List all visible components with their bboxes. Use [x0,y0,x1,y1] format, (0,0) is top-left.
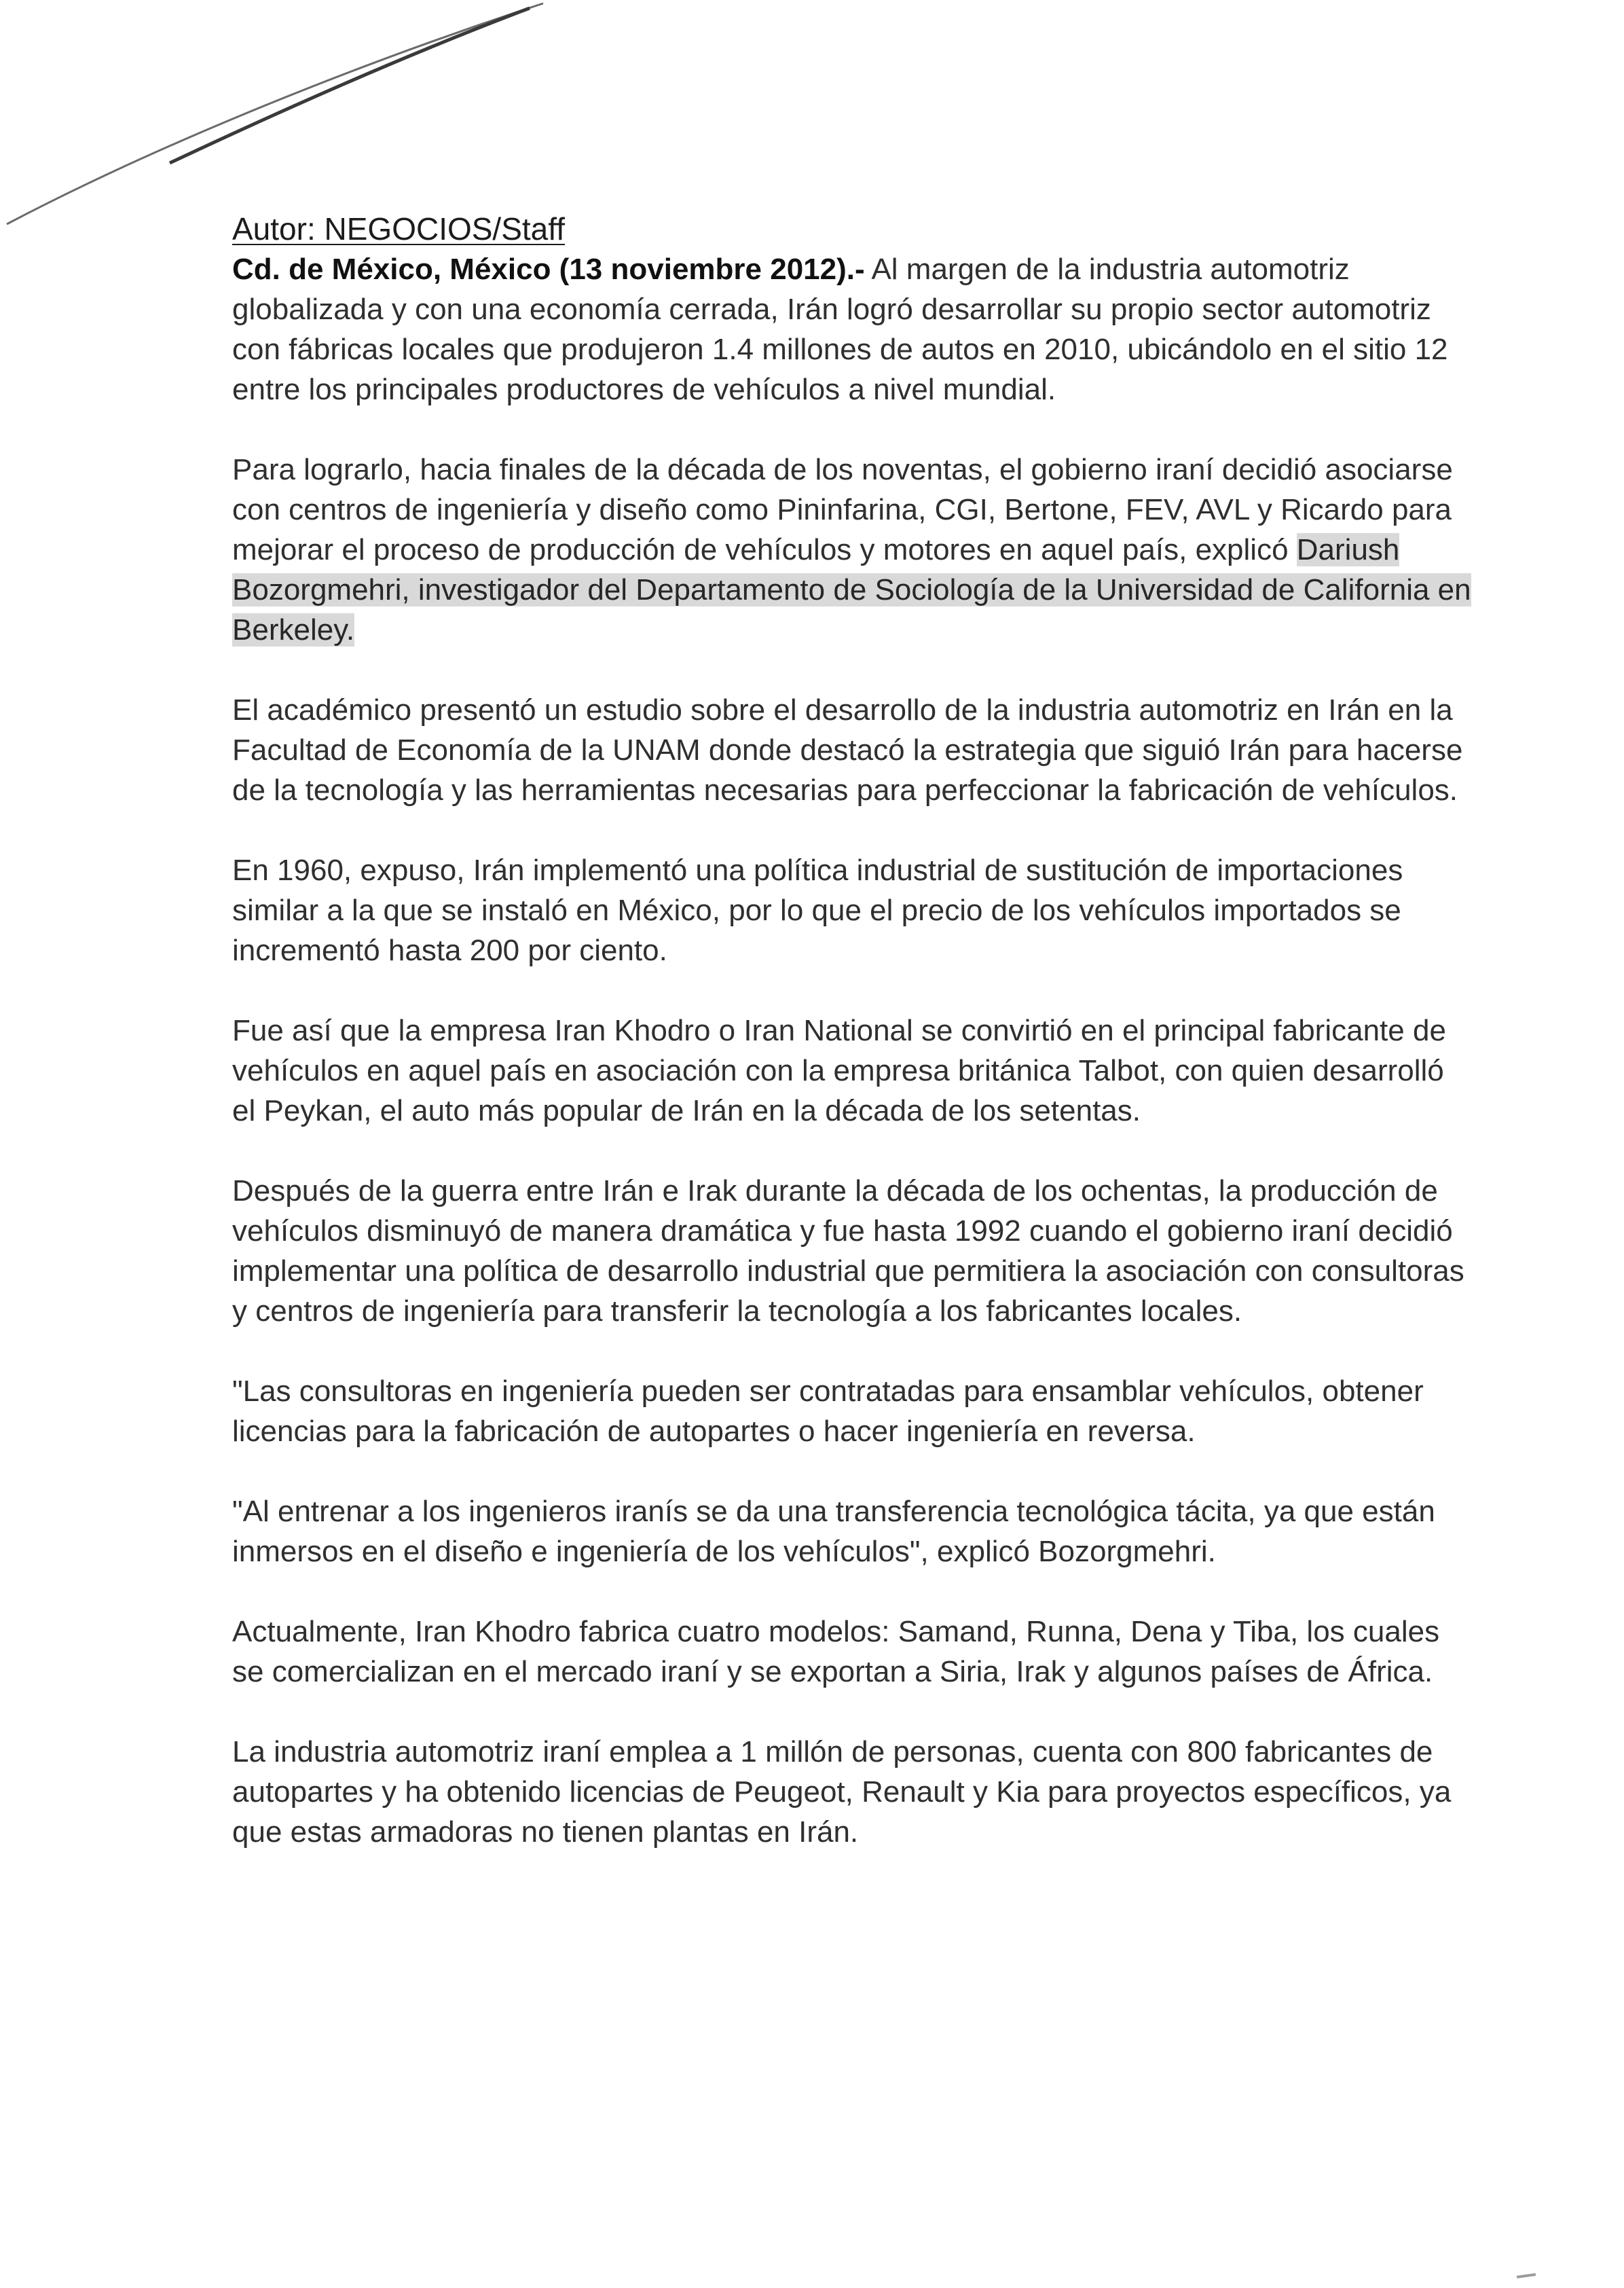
paragraph-10: La industria automotriz iraní emplea a 1 millón de personas, cuenta con 800 fabricantes de autopartes y ha obtenido licencias de Peugeot, Renault y Kia para proyectos específicos, ya que estas armadoras no tienen plantas en Irán. [232,1735,1452,1849]
scan-pen-stroke [0,0,557,231]
lead-text: Al margen de la industria automotriz globalizada y con una economía cerrada, Irán logró desarrollar su propio sector automotriz con fábricas locales que produjeron 1.4 millones de autos en 2010, ubicándolo en el sitio 12 entre los principales productores de vehículos a nivel mundial. [232,253,1448,406]
paragraph-8: "Al entrenar a los ingenieros iranís se da una transferencia tecnológica tácita, ya que están inmersos en el diseño e ingeniería de los vehículos", explicó Bozorgmehri. [232,1495,1435,1568]
paragraph-7: "Las consultoras en ingeniería pueden ser contratadas para ensamblar vehículos, obtener licencias para la fabricación de autopartes o hacer ingeniería en reversa. [232,1375,1424,1448]
dateline: Cd. de México, México (13 noviembre 2012).- [232,253,865,286]
paragraph-2 [232,450,1475,650]
paragraph-5: Fue así que la empresa Iran Khodro o Iran National se convirtió en el principal fabricante de vehículos en aquel país en asociación con la empresa británica Talbot, con quien desarrolló el Peykan, el auto más popular de Irán en la década de los setentas. [232,1014,1446,1127]
paragraph-2-text: Para lograrlo, hacia finales de la década de los noventas, el gobierno iraní decidió asociarse con centros de ingeniería y diseño como Pininfarina, CGI, Bertone, FEV, AVL y Ricardo para mejorar el proceso de producción de vehículos y motores en aquel país, explicó [232,453,1453,566]
paragraph-4: En 1960, expuso, Irán implementó una política industrial de sustitución de importaciones similar a la que se instaló en México, por lo que el precio de los vehículos importados se incrementó hasta 200 por ciento. [232,854,1403,967]
article [232,209,1475,1892]
paragraph-9: Actualmente, Iran Khodro fabrica cuatro modelos: Samand, Runna, Dena y Tiba, los cuales se comercializan en el mercado iraní y se exportan a Siria, Irak y algunos países de África. [232,1615,1440,1688]
paragraph-6: Después de la guerra entre Irán e Irak durante la década de los ochentas, la producción de vehículos disminuyó de manera dramática y fue hasta 1992 cuando el gobierno iraní decidió implementar una política de desarrollo industrial que permitiera la asociación con consultoras y centros de ingeniería para transferir la tecnología a los fabricantes locales. [232,1174,1464,1328]
author-line: Autor: NEGOCIOS/Staff [232,211,565,247]
highlighted-attribution: Dariush Bozorgmehri, investigador del Departamento de Sociología de la Universidad de California en Berkeley. [232,533,1471,647]
lead-paragraph [232,249,1475,410]
scan-corner-mark [1517,2273,1536,2278]
paragraph-3: El académico presentó un estudio sobre el desarrollo de la industria automotriz en Irán en la Facultad de Economía de la UNAM donde destacó la estrategia que siguió Irán para hacerse de la tecnología y las herramientas necesarias para perfeccionar la fabricación de vehículos. [232,693,1463,807]
